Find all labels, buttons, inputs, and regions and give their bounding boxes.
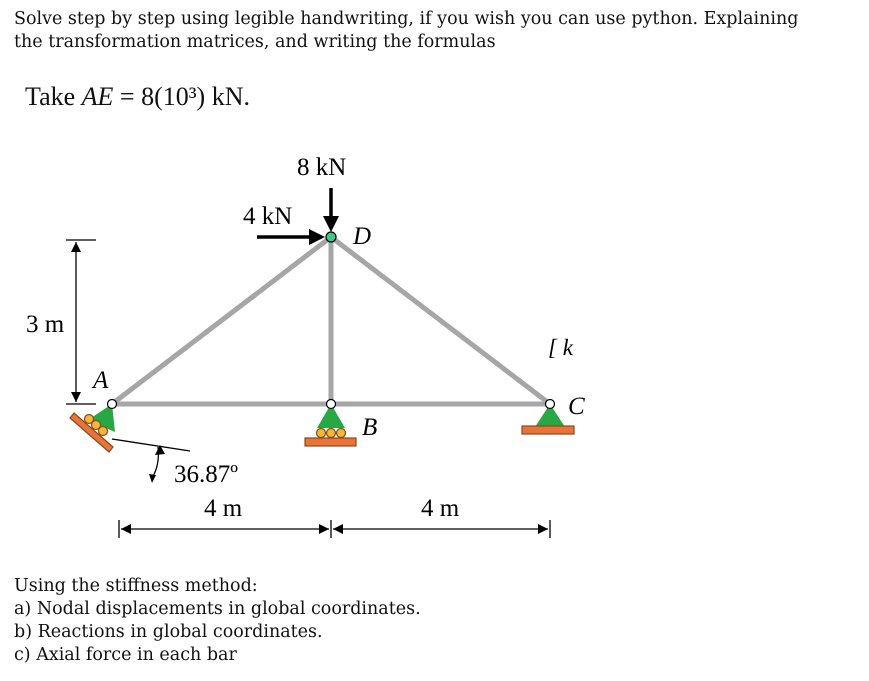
joint-A bbox=[108, 400, 117, 409]
support-B-roller-3 bbox=[337, 429, 346, 438]
member-AD bbox=[112, 237, 331, 404]
height-label: 3 m bbox=[26, 311, 65, 338]
load-vertical-arrow bbox=[323, 188, 339, 232]
angle-label: 36.87º bbox=[174, 461, 239, 488]
load-vertical-label: 8 kN bbox=[297, 154, 347, 181]
joint-C bbox=[546, 400, 555, 409]
support-C-base bbox=[522, 426, 574, 434]
truss-members bbox=[112, 237, 550, 404]
joint-D bbox=[326, 232, 336, 242]
span-left-label: 4 m bbox=[204, 495, 243, 522]
questions-intro: Using the stiffness method: bbox=[14, 576, 258, 596]
given-ae: AE bbox=[81, 82, 114, 111]
load-horizontal-label: 4 kN bbox=[243, 203, 293, 230]
support-B-roller-1 bbox=[317, 429, 326, 438]
node-label-B: B bbox=[362, 414, 378, 441]
question-c: c) Axial force in each bar bbox=[14, 645, 237, 665]
instruction-line-2: the transformation matrices, and writing the formulas bbox=[14, 32, 496, 52]
member-DC bbox=[331, 237, 550, 404]
question-a: a) Nodal displacements in global coordinates. bbox=[14, 599, 421, 619]
span-right-label: 4 m bbox=[421, 495, 460, 522]
support-A-inclined-roller bbox=[70, 404, 115, 452]
node-label-D: D bbox=[353, 223, 372, 250]
node-label-C: C bbox=[568, 393, 585, 420]
support-B-roller bbox=[305, 404, 356, 446]
given-prefix: Take bbox=[25, 82, 82, 111]
instruction-line-1: Solve step by step using legible handwriting, if you wish you can use python. Explaining bbox=[14, 9, 799, 29]
given-value: = 8(10³) kN. bbox=[113, 82, 250, 111]
note-fragment: [ k bbox=[548, 335, 573, 360]
question-b: b) Reactions in global coordinates. bbox=[14, 622, 323, 642]
span-dimension bbox=[119, 520, 550, 538]
support-B-roller-2 bbox=[327, 429, 336, 438]
node-label-A: A bbox=[93, 367, 109, 394]
load-horizontal-arrow bbox=[257, 229, 325, 245]
questions bbox=[14, 575, 421, 667]
joint-B bbox=[327, 400, 336, 409]
support-A-roller-3 bbox=[99, 427, 108, 436]
height-dimension bbox=[66, 240, 96, 404]
support-B-base bbox=[305, 438, 356, 446]
